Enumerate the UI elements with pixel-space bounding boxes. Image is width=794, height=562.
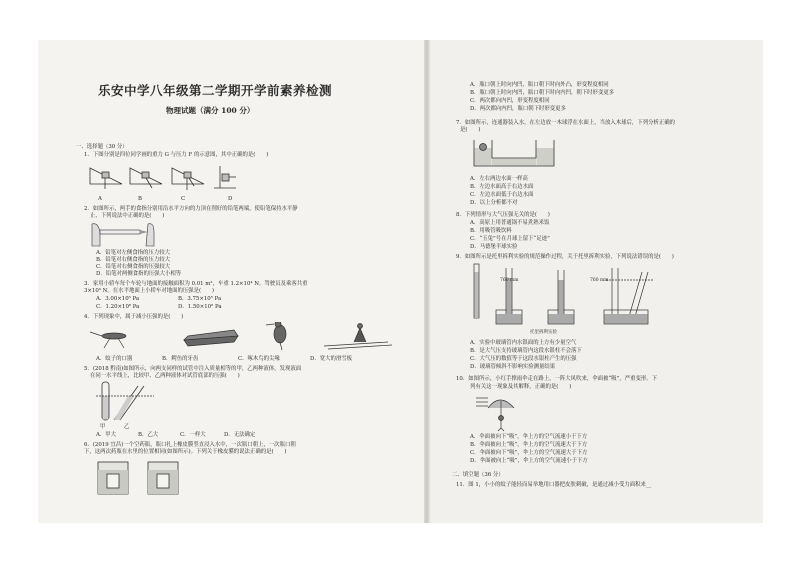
q2-option-a: A．铅笔对左侧食指的压力较大 xyxy=(96,250,170,256)
q5-option-b: B．乙大 xyxy=(138,432,159,438)
q6-option-d: D．两次都向内凹，瓶口朝下时形变更多 xyxy=(470,106,566,112)
left-page xyxy=(38,40,424,523)
q3-option-d: D．1.50×10⁶ Pa xyxy=(178,304,222,310)
question-7: 7．如图所示，连通器装入水，在左边放一木球浮在水面上，当放入木球后，下列分析正确的 xyxy=(456,120,676,126)
q8-option-b: B．用吸管吸饮料 xyxy=(470,228,512,234)
question-5-line-1: 5．(2018 黔南)如图所示，向两支同样的试管中注入质量相等的甲，乙两种液体，发现液面 xyxy=(84,366,302,372)
q6-option-b: B．瓶口朝上时向内凹，瓶口朝下时向内凹，朝下时形变更多 xyxy=(470,90,615,96)
question-9: 9．如图所示是托里拆利实验的规范操作过程，关于托里拆利实验，下列说法错误的是( ) xyxy=(456,254,674,260)
question-5-line-2: 在同一水平线上，比较甲、乙两种液体对试管底部的压强( ) xyxy=(90,373,240,379)
q9-option-b: B．是大气压支持玻璃管内这段水银柱不会落下 xyxy=(470,348,582,354)
exam-subtitle: 物理试题（满分 100 分） xyxy=(166,106,255,115)
q3-option-c: C．1.20×10⁶ Pa xyxy=(96,304,140,310)
q9-option-d: D．玻璃管倾斜不影响实验测量结果 xyxy=(470,364,556,370)
q10-option-a: A．伞面被向下“吸”，伞上方的空气流速小于下方 xyxy=(470,434,588,440)
bottles-in-water-figure xyxy=(94,458,194,498)
question-10-line-2: 列有关这一现象及其解释，正确的是( ) xyxy=(470,384,572,390)
question-11: 11．图 1，小小的蚊子能轻而易举地用口器把皮肤刺破，是通过减小受力面积来__ xyxy=(456,482,652,488)
question-8: 8．下列情形与大气压强无关的是( ) xyxy=(456,212,550,218)
question-3-line-2: 3×10³ N。在水平地面上小轿车对地面的压强是( ) xyxy=(84,288,215,294)
q6-option-c: C．两次都向内凹，形变程度相同 xyxy=(470,98,550,104)
question-1: 1．下图分别是四位同学画的重力 G 与压力 F 的示意图，其中正确的是( ) xyxy=(84,152,269,158)
q1-option-c-label: C xyxy=(181,196,186,202)
question-6-line-2: 下，这两次药瓶在水里的位置相同(如图所示)。下列关于橡皮膜的说法正确的是( ) xyxy=(84,449,287,455)
exam-title: 乐安中学八年级第二学期开学前素养检测 xyxy=(98,83,333,98)
q10-option-c: C．伞面被向下“吸”，伞上方的空气流速大于下方 xyxy=(470,450,588,456)
question-2-line-1: 2．如图所示，两手的食指分别用沿水平方向的力顶在削好的铅笔两端，使铅笔保持水平静 xyxy=(84,206,298,212)
test-tubes-figure xyxy=(94,380,164,424)
q1-option-d-label: D xyxy=(228,196,233,202)
q7-option-b: B．左边水面高于右边水面 xyxy=(470,184,534,190)
tube-a-label: 甲 xyxy=(100,424,106,430)
mercury-height-label-1: 760 mm xyxy=(500,278,519,283)
question-3-line-1: 3．家用小轿车每个车轮与地面的接触面积为 0.01 m²，车重 1.2×10⁴ N。驾驶员及乘客共重 xyxy=(84,281,308,287)
section-heading: 一、选择题（30 分） xyxy=(76,144,128,150)
q8-option-d: D．马德堡半球实验 xyxy=(470,244,518,250)
section-2-heading: 二、填空题（36 分） xyxy=(452,472,504,478)
connected-vessel-figure xyxy=(470,136,560,170)
q1-force-diagrams xyxy=(88,162,248,194)
q7-option-c: C．左边水面低于右边水面 xyxy=(470,192,534,198)
pencil-fingers-figure xyxy=(88,220,158,248)
q2-option-d: D．铅笔对两侧食指的压强大小相等 xyxy=(96,271,182,277)
question-2-line-2: 止，下列说法中正确的是( ) xyxy=(90,213,165,219)
q3-option-b: B．3.75×10⁵ Pa xyxy=(178,296,222,302)
q7-option-a: A．左右两边水面一样高 xyxy=(470,176,528,182)
question-4: 4．下列现象中，属于减小压强的是( ) xyxy=(84,314,184,320)
question-7-cont: 是( ) xyxy=(460,127,481,133)
q4-option-d: D．宽大的滑雪板 xyxy=(310,356,353,362)
right-page xyxy=(430,40,763,523)
q4-option-c: C．啄木鸟的尖喙 xyxy=(238,356,280,362)
q2-option-c: C．铅笔对右侧食指的压强较大 xyxy=(96,264,171,270)
torricelli-experiment-figure xyxy=(466,262,676,328)
tube-b-label: 乙 xyxy=(124,424,130,430)
q1-option-b-label: B xyxy=(138,196,142,202)
q4-option-b: B．鳄鱼的牙齿 xyxy=(162,356,199,362)
q8-option-c: C．“玉兔”号在月球上留下“足迹” xyxy=(470,236,550,242)
q1-option-a-label: A xyxy=(98,196,102,202)
figure-caption: 托里拆利实验 xyxy=(530,330,557,335)
q9-option-a: A．实验中玻璃管内水银面的上方有少量空气 xyxy=(470,340,577,346)
umbrella-figure xyxy=(474,392,524,432)
question-6-line-1: 6．(2019 宜昌)一个空药瓶，瓶口扎上橡皮膜竖直浸入水中，一次瓶口朝上，一次瓶口朝 xyxy=(84,442,296,448)
q5-option-c: C．一样大 xyxy=(180,432,206,438)
q4-option-a: A．蚊子的口器 xyxy=(96,356,133,362)
q6-option-a: A．瓶口朝上时向内凹，瓶口朝下时向外凸，形变程度相同 xyxy=(470,82,609,88)
q10-option-d: D．伞面被向上“吸”，伞上方的空气流速小于下方 xyxy=(470,458,588,464)
q8-option-a: A．高原上用普通锅不易煮熟米饭 xyxy=(470,220,550,226)
q2-option-b: B．铅笔对右侧食指的压力较大 xyxy=(96,257,171,263)
q10-option-b: B．伞面被向上“吸”，伞上方的空气流速大于下方 xyxy=(470,442,588,448)
mercury-height-label-2: 760 mm xyxy=(590,278,609,283)
q7-option-d: D．以上分析都不对 xyxy=(470,200,518,206)
q5-option-d: D．无法确定 xyxy=(224,432,256,438)
q4-pictures xyxy=(88,322,408,352)
q9-option-c: C．大气压的数值等于这段水银柱产生的压强 xyxy=(470,356,577,362)
question-10-line-1: 10．如图所示，小红手撑雨伞走在路上，一阵大风吹来，伞面被“吸”，严重变形。下 xyxy=(456,376,658,382)
q5-option-a: A．甲大 xyxy=(96,432,117,438)
q3-option-a: A．3.00×10⁵ Pa xyxy=(96,296,140,302)
